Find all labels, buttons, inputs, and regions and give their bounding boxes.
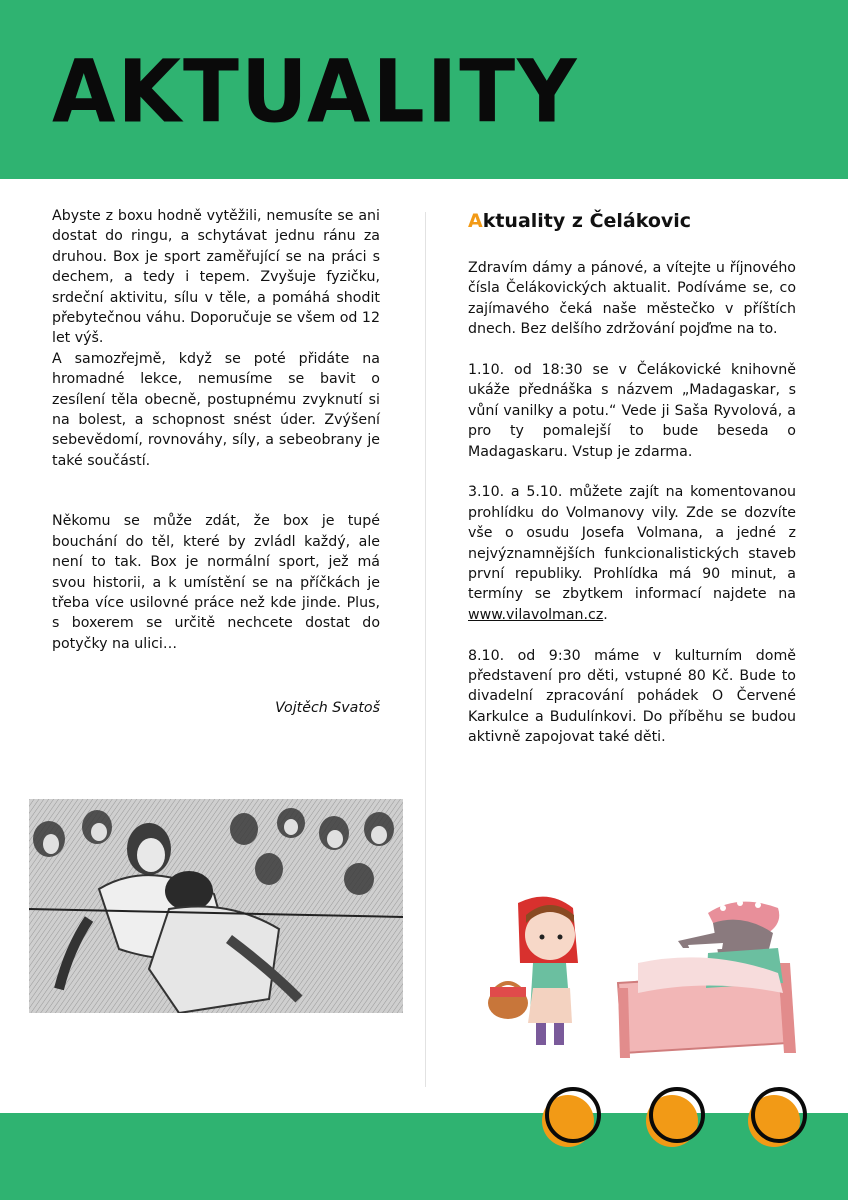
box-paragraph-1: Abyste z boxu hodně vytěžili, nemusíte se ani dostat do ringu, a schytávat jednu ránu za druhou. Box je sport zaměřující se na práci s dechem, a tedy i tepem. Zvyšuje fyzičku, srdeční aktivitu, sílu v těle, a pomáhá shodit přebytečnou váhu. Doporučuje se všem od 12 let výš. A samozřejmě, když se poté přidáte na hromadné lekce, nemusíme se bavit o zesílení těla obecně, postupnému zvyknutí si na bolest, a schopnost snést úder. Zvýšení sebevědomí, rovnováhy, síly, a sebeobrany je také součástí.: [52, 208, 380, 469]
left-column: [52, 206, 380, 654]
news-event-1: 1.10. od 18:30 se v Čelákovické knihovně ukáže přednáška s názvem „Madagaskar, s vůní vanilky a potu.“ Vede ji Saša Ryvolová, a pro ty pomalejší to bude beseda o Madagaskaru. Vstup je zdarma.: [468, 362, 796, 460]
decorative-circle: [642, 1085, 706, 1149]
footer-band: [0, 1113, 848, 1200]
news-event-2: [468, 482, 796, 625]
heading-accent-letter: A: [468, 210, 483, 232]
event-2-end: .: [603, 606, 608, 623]
author-signature: Vojtěch Svatoš: [275, 700, 380, 716]
news-event-3: 8.10. od 9:30 máme v kulturním domě představení pro děti, vstupné 80 Kč. Bude to divadelní zpracování pohádek O Červené Karkulce a Budulínkovi. Do příběhu se budou aktivně zapojovat také děti.: [468, 647, 796, 746]
event-2-text: 3.10. a 5.10. můžete zajít na komentovanou prohlídku do Volmanovy vily. Zde se dozvíte vše o osudu Josefa Volmana, a jedné z nejvýznamnějších funkcionalistických staveb první republiky. Prohlídka má 90 minut, a termíny se zbytkem informací najdete na: [468, 484, 796, 603]
decorative-circle: [538, 1085, 602, 1149]
header-band: [0, 0, 848, 179]
right-column: [468, 210, 796, 768]
heading-rest: ktuality z Čelákovic: [482, 210, 692, 232]
page-title: AKTUALITY: [52, 42, 579, 143]
decorative-circle: [744, 1085, 808, 1149]
vilavolman-link[interactable]: www.vilavolman.cz: [468, 606, 604, 623]
news-intro: Zdravím dámy a pánové, a vítejte u říjnového čísla Čelákovických aktualit. Podíváme se, co zajímavého čeká naše městečko v příštích dnech. Bez delšího zdržování pojďme na to.: [468, 260, 796, 338]
box-paragraph-2: Někomu se může zdát, že box je tupé bouchání do těl, které by zvládl každý, ale není to tak. Box je normální sport, jež má svou historii, a k umístění se na příčkách je třeba více usilovné práce než kde jinde. Plus, s boxerem se určitě nechcete dostat do potyčky na ulici…: [52, 513, 380, 652]
column-divider: [425, 212, 426, 1087]
red-riding-hood-illustration: [478, 893, 818, 1061]
news-heading: [468, 210, 796, 232]
boxing-engraving-image: [29, 799, 403, 1013]
